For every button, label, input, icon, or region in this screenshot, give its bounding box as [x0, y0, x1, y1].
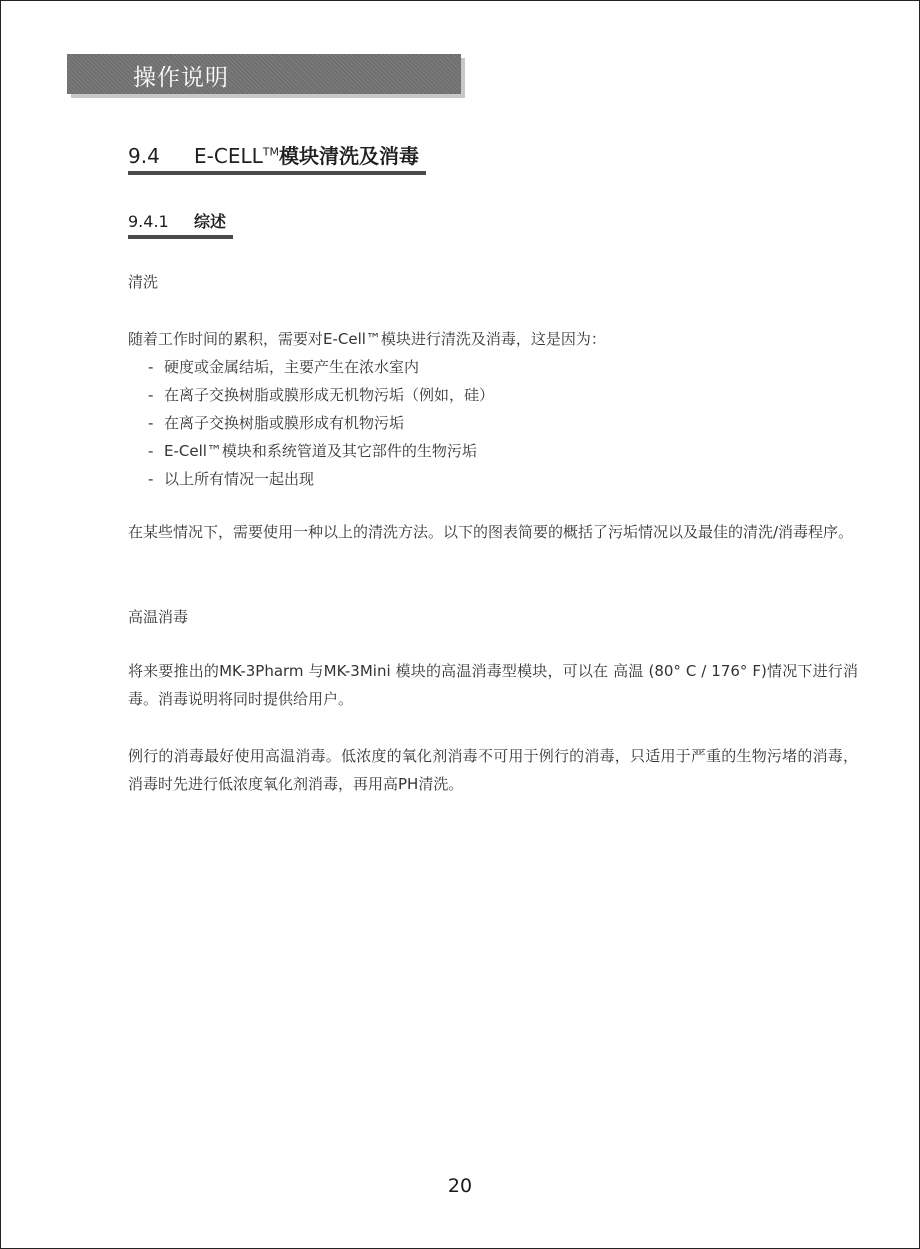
- methods-paragraph: 在某些情况下，需要使用一种以上的清洗方法。以下的图表简要的概括了污垢情况以及最佳的清洗/消毒程序。: [128, 523, 854, 541]
- list-item: - 硬度或金属结垢，主要产生在浓水室内: [148, 358, 420, 376]
- header-banner: [67, 54, 461, 94]
- list-item: - 以上所有情况一起出现: [148, 470, 315, 488]
- header-title: 操作说明: [133, 65, 229, 91]
- list-item: - E-Cell™模块和系统管道及其它部件的生物污垢: [148, 442, 477, 460]
- list-item: - 在离子交换树脂或膜形成有机物污垢: [148, 414, 405, 432]
- section-heading: [128, 140, 419, 169]
- section-title-prefix: E-CELL: [194, 144, 263, 168]
- list-item: - 在离子交换树脂或膜形成无机物污垢（例如，硅）: [148, 386, 495, 404]
- subsection-number: 9.4.1: [128, 212, 169, 231]
- subsection-underline: [128, 235, 233, 239]
- hot-water-label: 高温消毒: [128, 608, 189, 626]
- trademark-mark: TM: [262, 145, 279, 159]
- reasons-list: [148, 353, 494, 493]
- subsection-title: 综述: [194, 212, 227, 231]
- section-title: 模块清洗及消毒: [278, 144, 419, 168]
- subsection-heading: [128, 209, 226, 232]
- section-underline: [128, 171, 426, 175]
- page-number: 20: [447, 1175, 473, 1197]
- hot-water-paragraph: 将来要推出的MK-3Pharm 与MK-3Mini 模块的高温消毒型模块，可以在 高温 (80° C / 176° F)情况下进行消毒。消毒说明将同时提供给用户。: [128, 662, 858, 708]
- section-number: 9.4: [128, 144, 160, 168]
- cleaning-label: 清洗: [128, 273, 159, 291]
- intro-text: 随着工作时间的累积，需要对E-Cell™模块进行清洗及消毒，这是因为：: [128, 330, 606, 348]
- routine-paragraph: 例行的消毒最好使用高温消毒。低浓度的氧化剂消毒不可用于例行的消毒，只适用于严重的生物污堵的消毒，消毒时先进行低浓度氧化剂消毒，再用高PH清洗。: [128, 747, 858, 793]
